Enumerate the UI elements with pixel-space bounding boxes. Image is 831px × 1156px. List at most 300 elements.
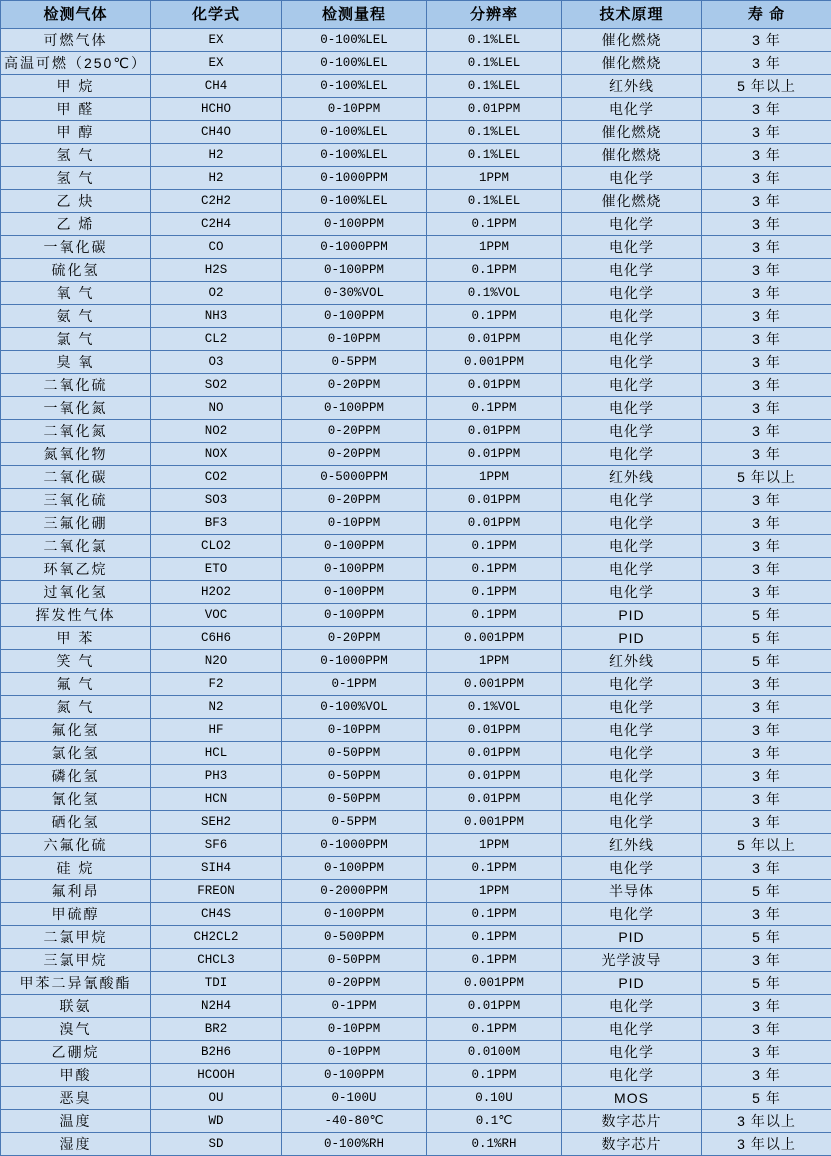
cell-formula: NOX: [151, 443, 282, 466]
table-header-row: [1, 1, 831, 29]
cell-range: 0-100PPM: [282, 213, 427, 236]
cell-lifetime: 3 年: [702, 1041, 831, 1064]
cell-range: 0-10PPM: [282, 512, 427, 535]
cell-resolution: 1PPM: [427, 236, 562, 259]
cell-resolution: 0.01PPM: [427, 719, 562, 742]
cell-resolution: 0.1PPM: [427, 535, 562, 558]
cell-principle: 催化燃烧: [562, 121, 702, 144]
cell-range: 0-100PPM: [282, 558, 427, 581]
cell-range: 0-30%VOL: [282, 282, 427, 305]
table-row: [1, 512, 831, 535]
cell-gas: 温度: [1, 1110, 151, 1133]
cell-gas: 氮 气: [1, 696, 151, 719]
cell-resolution: 0.1%RH: [427, 1133, 562, 1156]
cell-range: 0-100PPM: [282, 1064, 427, 1087]
cell-resolution: 0.1PPM: [427, 857, 562, 880]
cell-lifetime: 3 年: [702, 765, 831, 788]
cell-range: 0-5PPM: [282, 811, 427, 834]
cell-resolution: 0.1%LEL: [427, 75, 562, 98]
cell-gas: 氮氧化物: [1, 443, 151, 466]
cell-resolution: 1PPM: [427, 167, 562, 190]
cell-lifetime: 3 年: [702, 903, 831, 926]
cell-principle: 红外线: [562, 650, 702, 673]
cell-formula: H2O2: [151, 581, 282, 604]
cell-resolution: 0.1PPM: [427, 397, 562, 420]
table-row: [1, 627, 831, 650]
cell-principle: 电化学: [562, 742, 702, 765]
cell-range: 0-20PPM: [282, 443, 427, 466]
cell-principle: PID: [562, 604, 702, 627]
cell-lifetime: 3 年: [702, 144, 831, 167]
cell-lifetime: 5 年: [702, 926, 831, 949]
cell-resolution: 0.1℃: [427, 1110, 562, 1133]
table-row: [1, 742, 831, 765]
table-row: [1, 1041, 831, 1064]
cell-gas: 硅 烷: [1, 857, 151, 880]
table-row: [1, 282, 831, 305]
table-body: [1, 29, 831, 1156]
cell-principle: 数字芯片: [562, 1133, 702, 1156]
cell-range: 0-20PPM: [282, 489, 427, 512]
cell-lifetime: 3 年: [702, 374, 831, 397]
table-row: [1, 29, 831, 52]
cell-resolution: 0.01PPM: [427, 788, 562, 811]
cell-principle: PID: [562, 926, 702, 949]
table-row: [1, 811, 831, 834]
cell-resolution: 0.1%VOL: [427, 282, 562, 305]
cell-formula: C6H6: [151, 627, 282, 650]
cell-formula: EX: [151, 29, 282, 52]
cell-range: -40-80℃: [282, 1110, 427, 1133]
table-row: [1, 903, 831, 926]
cell-formula: CH4S: [151, 903, 282, 926]
cell-principle: 电化学: [562, 420, 702, 443]
cell-gas: 甲硫醇: [1, 903, 151, 926]
cell-formula: C2H4: [151, 213, 282, 236]
cell-principle: 电化学: [562, 213, 702, 236]
cell-formula: H2: [151, 167, 282, 190]
cell-resolution: 0.1PPM: [427, 259, 562, 282]
cell-principle: 催化燃烧: [562, 29, 702, 52]
cell-range: 0-10PPM: [282, 328, 427, 351]
cell-resolution: 0.01PPM: [427, 98, 562, 121]
cell-gas: 乙 烯: [1, 213, 151, 236]
cell-principle: 电化学: [562, 857, 702, 880]
cell-gas: 三氯甲烷: [1, 949, 151, 972]
cell-gas: 甲 醇: [1, 121, 151, 144]
cell-resolution: 0.001PPM: [427, 811, 562, 834]
cell-range: 0-5000PPM: [282, 466, 427, 489]
cell-principle: 数字芯片: [562, 1110, 702, 1133]
table-row: [1, 259, 831, 282]
cell-lifetime: 3 年: [702, 742, 831, 765]
cell-formula: CH2CL2: [151, 926, 282, 949]
cell-lifetime: 5 年: [702, 650, 831, 673]
cell-resolution: 0.1%LEL: [427, 121, 562, 144]
cell-principle: 电化学: [562, 1041, 702, 1064]
table-row: [1, 1018, 831, 1041]
cell-principle: PID: [562, 972, 702, 995]
column-header-range: 检测量程: [282, 1, 427, 29]
column-header-gas: 检测气体: [1, 1, 151, 29]
cell-formula: SO2: [151, 374, 282, 397]
cell-gas: 乙硼烷: [1, 1041, 151, 1064]
cell-formula: CLO2: [151, 535, 282, 558]
cell-range: 0-1000PPM: [282, 650, 427, 673]
cell-formula: HCOOH: [151, 1064, 282, 1087]
cell-lifetime: 3 年: [702, 949, 831, 972]
table-row: [1, 420, 831, 443]
cell-lifetime: 3 年: [702, 811, 831, 834]
cell-lifetime: 3 年: [702, 535, 831, 558]
cell-range: 0-2000PPM: [282, 880, 427, 903]
column-header-resolution: 分辨率: [427, 1, 562, 29]
table-row: [1, 857, 831, 880]
cell-lifetime: 3 年以上: [702, 1110, 831, 1133]
cell-formula: N2H4: [151, 995, 282, 1018]
cell-gas: 氯化氢: [1, 742, 151, 765]
cell-formula: VOC: [151, 604, 282, 627]
cell-principle: 电化学: [562, 1064, 702, 1087]
table-row: [1, 604, 831, 627]
cell-gas: 过氧化氢: [1, 581, 151, 604]
cell-gas: 氰化氢: [1, 788, 151, 811]
table-row: [1, 1064, 831, 1087]
cell-resolution: 0.01PPM: [427, 374, 562, 397]
cell-resolution: 0.1PPM: [427, 604, 562, 627]
cell-principle: 电化学: [562, 328, 702, 351]
table-row: [1, 466, 831, 489]
cell-range: 0-20PPM: [282, 972, 427, 995]
cell-gas: 氨 气: [1, 305, 151, 328]
column-header-formula: 化学式: [151, 1, 282, 29]
cell-resolution: 0.01PPM: [427, 742, 562, 765]
cell-range: 0-100%LEL: [282, 144, 427, 167]
cell-gas: 恶臭: [1, 1087, 151, 1110]
cell-resolution: 0.1PPM: [427, 305, 562, 328]
cell-principle: 光学波导: [562, 949, 702, 972]
cell-lifetime: 3 年: [702, 558, 831, 581]
cell-lifetime: 3 年: [702, 29, 831, 52]
cell-range: 0-100%LEL: [282, 29, 427, 52]
cell-formula: NH3: [151, 305, 282, 328]
cell-formula: NO2: [151, 420, 282, 443]
cell-lifetime: 5 年: [702, 1087, 831, 1110]
cell-range: 0-1000PPM: [282, 236, 427, 259]
cell-gas: 臭 氧: [1, 351, 151, 374]
table-row: [1, 190, 831, 213]
cell-formula: EX: [151, 52, 282, 75]
cell-formula: C2H2: [151, 190, 282, 213]
cell-formula: SF6: [151, 834, 282, 857]
cell-lifetime: 3 年: [702, 857, 831, 880]
cell-principle: 红外线: [562, 834, 702, 857]
cell-resolution: 0.1%VOL: [427, 696, 562, 719]
table-row: [1, 926, 831, 949]
cell-formula: CHCL3: [151, 949, 282, 972]
cell-range: 0-50PPM: [282, 949, 427, 972]
table-row: [1, 98, 831, 121]
cell-range: 0-50PPM: [282, 765, 427, 788]
cell-range: 0-100PPM: [282, 305, 427, 328]
cell-principle: 电化学: [562, 397, 702, 420]
cell-principle: 电化学: [562, 351, 702, 374]
cell-range: 0-50PPM: [282, 742, 427, 765]
cell-principle: 催化燃烧: [562, 190, 702, 213]
cell-formula: FREON: [151, 880, 282, 903]
cell-gas: 甲 醛: [1, 98, 151, 121]
cell-principle: 电化学: [562, 581, 702, 604]
cell-lifetime: 3 年: [702, 305, 831, 328]
cell-formula: SO3: [151, 489, 282, 512]
table-row: [1, 75, 831, 98]
cell-gas: 湿度: [1, 1133, 151, 1156]
cell-range: 0-100PPM: [282, 581, 427, 604]
cell-formula: SIH4: [151, 857, 282, 880]
cell-principle: 电化学: [562, 995, 702, 1018]
cell-principle: 电化学: [562, 305, 702, 328]
cell-gas: 硫化氢: [1, 259, 151, 282]
cell-principle: 半导体: [562, 880, 702, 903]
cell-formula: HCHO: [151, 98, 282, 121]
cell-gas: 笑 气: [1, 650, 151, 673]
cell-principle: 催化燃烧: [562, 144, 702, 167]
cell-range: 0-100%LEL: [282, 75, 427, 98]
table-row: [1, 765, 831, 788]
cell-gas: 甲苯二异氰酸酯: [1, 972, 151, 995]
cell-principle: 电化学: [562, 719, 702, 742]
cell-gas: 三氧化硫: [1, 489, 151, 512]
cell-lifetime: 3 年: [702, 696, 831, 719]
cell-range: 0-10PPM: [282, 719, 427, 742]
cell-formula: CL2: [151, 328, 282, 351]
cell-gas: 氢 气: [1, 167, 151, 190]
cell-range: 0-100PPM: [282, 535, 427, 558]
cell-lifetime: 5 年以上: [702, 466, 831, 489]
table-row: [1, 213, 831, 236]
cell-lifetime: 5 年: [702, 880, 831, 903]
cell-lifetime: 3 年: [702, 213, 831, 236]
cell-principle: 电化学: [562, 696, 702, 719]
cell-resolution: 0.0100M: [427, 1041, 562, 1064]
table-row: [1, 650, 831, 673]
cell-formula: H2S: [151, 259, 282, 282]
cell-lifetime: 3 年: [702, 98, 831, 121]
table-row: [1, 673, 831, 696]
cell-principle: 红外线: [562, 75, 702, 98]
cell-gas: 甲 烷: [1, 75, 151, 98]
cell-formula: ETO: [151, 558, 282, 581]
cell-lifetime: 3 年: [702, 397, 831, 420]
cell-formula: SD: [151, 1133, 282, 1156]
cell-lifetime: 3 年: [702, 581, 831, 604]
table-header: [1, 1, 831, 29]
cell-gas: 二氧化氮: [1, 420, 151, 443]
table-row: [1, 1133, 831, 1156]
cell-lifetime: 3 年: [702, 995, 831, 1018]
cell-resolution: 0.1%LEL: [427, 144, 562, 167]
cell-lifetime: 3 年: [702, 259, 831, 282]
cell-resolution: 1PPM: [427, 650, 562, 673]
table-row: [1, 1087, 831, 1110]
cell-range: 0-50PPM: [282, 788, 427, 811]
cell-range: 0-1000PPM: [282, 167, 427, 190]
cell-resolution: 0.01PPM: [427, 443, 562, 466]
cell-lifetime: 3 年: [702, 1018, 831, 1041]
cell-lifetime: 3 年: [702, 328, 831, 351]
cell-formula: O2: [151, 282, 282, 305]
cell-range: 0-100%LEL: [282, 190, 427, 213]
cell-lifetime: 3 年: [702, 121, 831, 144]
cell-formula: B2H6: [151, 1041, 282, 1064]
cell-resolution: 1PPM: [427, 880, 562, 903]
cell-lifetime: 5 年: [702, 627, 831, 650]
cell-resolution: 0.1PPM: [427, 903, 562, 926]
cell-principle: MOS: [562, 1087, 702, 1110]
cell-formula: CH4: [151, 75, 282, 98]
cell-formula: PH3: [151, 765, 282, 788]
cell-range: 0-20PPM: [282, 627, 427, 650]
cell-resolution: 0.1%LEL: [427, 29, 562, 52]
cell-range: 0-500PPM: [282, 926, 427, 949]
cell-principle: 电化学: [562, 765, 702, 788]
cell-principle: 电化学: [562, 443, 702, 466]
table-row: [1, 719, 831, 742]
cell-range: 0-100%RH: [282, 1133, 427, 1156]
cell-range: 0-10PPM: [282, 98, 427, 121]
cell-formula: SEH2: [151, 811, 282, 834]
cell-lifetime: 3 年: [702, 512, 831, 535]
cell-gas: 可燃气体: [1, 29, 151, 52]
cell-gas: 联氨: [1, 995, 151, 1018]
cell-gas: 环氧乙烷: [1, 558, 151, 581]
cell-principle: 电化学: [562, 811, 702, 834]
cell-lifetime: 5 年以上: [702, 834, 831, 857]
cell-lifetime: 3 年: [702, 236, 831, 259]
table-row: [1, 788, 831, 811]
table-row: [1, 949, 831, 972]
cell-gas: 氯 气: [1, 328, 151, 351]
cell-resolution: 0.001PPM: [427, 351, 562, 374]
table-row: [1, 558, 831, 581]
cell-resolution: 0.001PPM: [427, 673, 562, 696]
cell-resolution: 0.01PPM: [427, 489, 562, 512]
cell-resolution: 0.1PPM: [427, 926, 562, 949]
cell-resolution: 1PPM: [427, 834, 562, 857]
cell-formula: CO: [151, 236, 282, 259]
cell-gas: 二氧化碳: [1, 466, 151, 489]
cell-range: 0-5PPM: [282, 351, 427, 374]
table-row: [1, 52, 831, 75]
cell-resolution: 0.1PPM: [427, 1018, 562, 1041]
cell-gas: 挥发性气体: [1, 604, 151, 627]
cell-formula: TDI: [151, 972, 282, 995]
table-row: [1, 972, 831, 995]
cell-resolution: 0.01PPM: [427, 995, 562, 1018]
cell-range: 0-1000PPM: [282, 834, 427, 857]
cell-formula: CO2: [151, 466, 282, 489]
cell-resolution: 1PPM: [427, 466, 562, 489]
cell-range: 0-100U: [282, 1087, 427, 1110]
cell-resolution: 0.1PPM: [427, 949, 562, 972]
cell-formula: BF3: [151, 512, 282, 535]
table-row: [1, 328, 831, 351]
table-row: [1, 236, 831, 259]
cell-formula: HCL: [151, 742, 282, 765]
cell-principle: 电化学: [562, 259, 702, 282]
column-header-principle: 技术原理: [562, 1, 702, 29]
cell-gas: 氢 气: [1, 144, 151, 167]
cell-gas: 一氧化氮: [1, 397, 151, 420]
cell-range: 0-20PPM: [282, 374, 427, 397]
cell-resolution: 0.1%LEL: [427, 52, 562, 75]
cell-resolution: 0.01PPM: [427, 420, 562, 443]
cell-range: 0-100PPM: [282, 903, 427, 926]
cell-range: 0-10PPM: [282, 1018, 427, 1041]
cell-range: 0-100%LEL: [282, 121, 427, 144]
cell-resolution: 0.1%LEL: [427, 190, 562, 213]
cell-principle: 电化学: [562, 788, 702, 811]
cell-formula: O3: [151, 351, 282, 374]
cell-lifetime: 3 年: [702, 673, 831, 696]
cell-gas: 氟化氢: [1, 719, 151, 742]
cell-gas: 六氟化硫: [1, 834, 151, 857]
cell-principle: 红外线: [562, 466, 702, 489]
cell-principle: 电化学: [562, 558, 702, 581]
cell-gas: 甲 苯: [1, 627, 151, 650]
cell-lifetime: 3 年: [702, 489, 831, 512]
table-row: [1, 1110, 831, 1133]
cell-formula: HCN: [151, 788, 282, 811]
cell-gas: 三氟化硼: [1, 512, 151, 535]
cell-range: 0-100PPM: [282, 259, 427, 282]
column-header-lifetime: 寿 命: [702, 1, 831, 29]
cell-gas: 二氧化氯: [1, 535, 151, 558]
cell-range: 0-20PPM: [282, 420, 427, 443]
cell-principle: 电化学: [562, 282, 702, 305]
cell-resolution: 0.01PPM: [427, 765, 562, 788]
cell-gas: 乙 炔: [1, 190, 151, 213]
cell-resolution: 0.01PPM: [427, 328, 562, 351]
cell-formula: HF: [151, 719, 282, 742]
cell-lifetime: 3 年: [702, 167, 831, 190]
cell-range: 0-100PPM: [282, 604, 427, 627]
cell-resolution: 0.1PPM: [427, 581, 562, 604]
cell-principle: 电化学: [562, 1018, 702, 1041]
cell-principle: 电化学: [562, 903, 702, 926]
cell-gas: 氧 气: [1, 282, 151, 305]
cell-formula: CH4O: [151, 121, 282, 144]
cell-lifetime: 3 年: [702, 788, 831, 811]
cell-resolution: 0.1PPM: [427, 1064, 562, 1087]
cell-lifetime: 5 年: [702, 972, 831, 995]
table-row: [1, 351, 831, 374]
cell-principle: 电化学: [562, 374, 702, 397]
cell-lifetime: 3 年: [702, 443, 831, 466]
cell-gas: 硒化氢: [1, 811, 151, 834]
cell-gas: 氟利昂: [1, 880, 151, 903]
cell-range: 0-1PPM: [282, 995, 427, 1018]
cell-gas: 甲酸: [1, 1064, 151, 1087]
table-row: [1, 144, 831, 167]
cell-resolution: 0.1PPM: [427, 213, 562, 236]
cell-lifetime: 3 年: [702, 719, 831, 742]
cell-principle: 电化学: [562, 489, 702, 512]
cell-formula: N2: [151, 696, 282, 719]
cell-principle: 电化学: [562, 512, 702, 535]
cell-resolution: 0.01PPM: [427, 512, 562, 535]
cell-lifetime: 3 年: [702, 1064, 831, 1087]
